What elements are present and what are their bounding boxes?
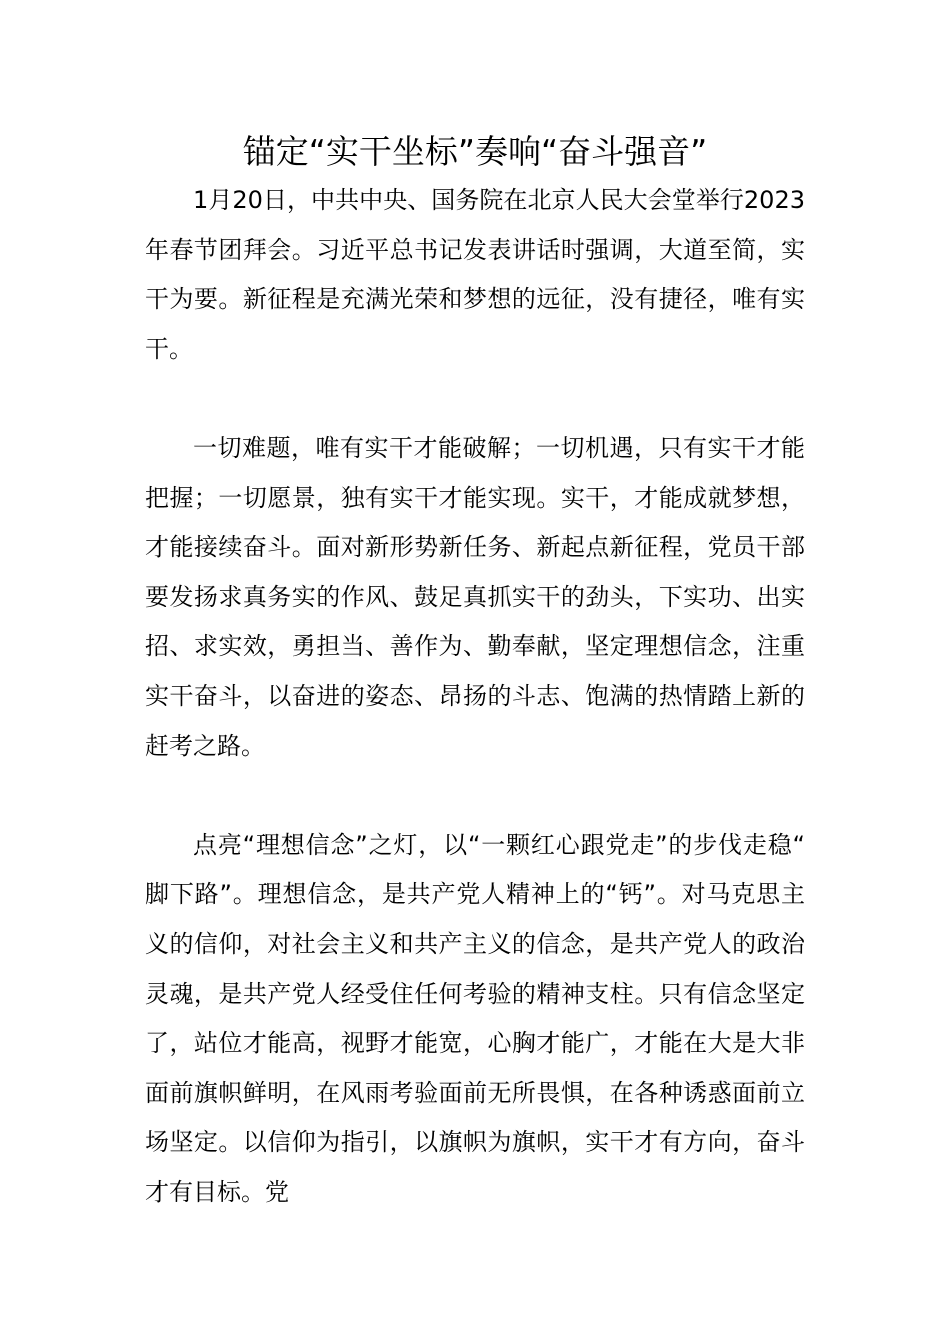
paragraph-3: 点亮“理想信念”之灯，以“一颗红心跟党走”的步伐走稳“脚下路”。理想信念，是共产党人精神上的“钙”。对马克思主义的信仰，对社会主义和共产主义的信念，是共产党人的政治灵魂，是共产党人经受住任何考验的精神支柱。只有信念坚定了，站位才能高，视野才能宽，心胸才能广，才能在大是大非面前旗帜鲜明，在风雨考验面前无所畏惧，在各种诱惑面前立场坚定。以信仰为指引，以旗帜为旗帜，实干才有方向，奋斗才有目标。党	[145, 830, 805, 1206]
document-title: 锚定“实干坐标”奏响“奋斗强音”	[242, 132, 708, 171]
document-body	[145, 176, 805, 1217]
paragraph-1: 1月20日，中共中央、国务院在北京人民大会堂举行2023年春节团拜会。习近平总书记发表讲话时强调，大道至简，实干为要。新征程是充满光荣和梦想的远征，没有捷径，唯有实干。	[145, 186, 805, 363]
paragraph-2: 一切难题，唯有实干才能破解；一切机遇，只有实干才能把握；一切愿景，独有实干才能实现。实干，才能成就梦想，才能接续奋斗。面对新形势新任务、新起点新征程，党员干部要发扬求真务实的作风、鼓足真抓实干的劲头，下实功、出实招、求实效，勇担当、善作为、勤奉献，坚定理想信念，注重实干奋斗，以奋进的姿态、昂扬的斗志、饱满的热情踏上新的赶考之路。	[145, 433, 805, 760]
